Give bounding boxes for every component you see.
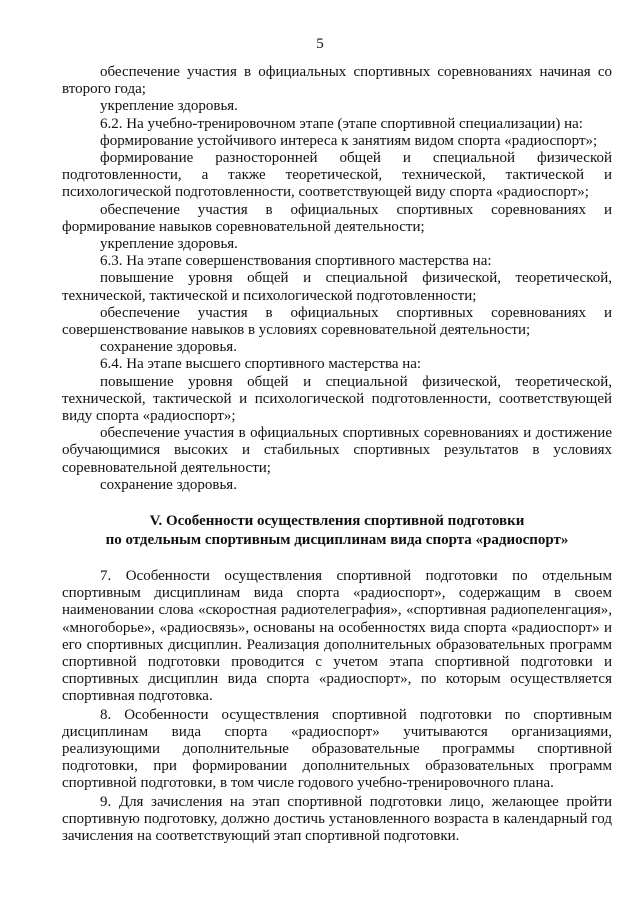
paragraph: формирование разносторонней общей и специальной физической подготовленности, а также теоретической, технической, тактической и психологической подготовленности, соответствующей виду спорта «радиоспорт»; bbox=[62, 150, 612, 201]
paragraph: формирование устойчивого интереса к занятиям видом спорта «радиоспорт»; bbox=[100, 132, 598, 149]
section-v-body bbox=[62, 568, 612, 845]
section-goals-body bbox=[62, 64, 612, 494]
paragraph: укрепление здоровья. bbox=[100, 236, 238, 253]
paragraph: 6.2. На учебно-тренировочном этапе (этапе спортивной специализации) на: bbox=[100, 115, 583, 132]
section-heading-line-1: V. Особенности осуществления спортивной подготовки bbox=[149, 513, 525, 529]
section-heading bbox=[62, 512, 612, 550]
section-heading-line-2: по отдельным спортивным дисциплинам вида спорта «радиоспорт» bbox=[105, 532, 569, 548]
paragraph: 6.4. На этапе высшего спортивного мастерства на: bbox=[100, 356, 422, 373]
paragraph: 8. Особенности осуществления спортивной подготовки по спортивным дисциплинам вида спорта «радиоспорт» учитываются организациями, реализующими дополнительные образовательные программы спортивной подготовки, при формировании дополнительных образовательных программ спортивной подготовки, в том числе годового учебно-тренировочного плана. bbox=[62, 706, 612, 792]
paragraph: повышение уровня общей и специальной физической, теоретической, технической, тактической и психологической подготовленности; bbox=[62, 270, 612, 304]
paragraph: 7. Особенности осуществления спортивной подготовки по отдельным спортивным дисциплинам вида спорта «радиоспорт», содержащим в своем наименовании слова «скоростная радиотелеграфия», «спортивная радиопеленгация», «многоборье», «радиосвязь», основаны на особенностях вида спорта «радиоспорт» и его спортивных дисциплин. Реализация дополнительных образовательных программ спортивной подготовки проводится с учетом этапа спортивной подготовки и спортивных дисциплин вида спорта «радиоспорт», по которым осуществляется спортивная подготовка. bbox=[62, 568, 612, 705]
paragraph: сохранение здоровья. bbox=[100, 339, 237, 356]
paragraph: 9. Для зачисления на этап спортивной подготовки лицо, желающее пройти спортивную подготовку, должно достичь установленного возраста в календарный год зачисления на соответствующий этап спортивной подготовки. bbox=[62, 793, 612, 845]
paragraph: укрепление здоровья. bbox=[100, 98, 238, 115]
paragraph: обеспечение участия в официальных спортивных соревнованиях и достижение обучающимися высоких и стабильных спортивных результатов в условиях соревновательной деятельности; bbox=[62, 425, 612, 476]
paragraph: обеспечение участия в официальных спортивных соревнованиях и совершенствование навыков в условиях соревновательной деятельности; bbox=[62, 304, 612, 339]
page-number: 5 bbox=[316, 36, 324, 52]
paragraph: обеспечение участия в официальных спортивных соревнованиях и формирование навыков соревновательной деятельности; bbox=[62, 201, 612, 235]
paragraph: повышение уровня общей и специальной физической, теоретической, технической, тактической и психологической подготовленности, соответствующей виду спорта «радиоспорт»; bbox=[62, 373, 612, 425]
paragraph: 6.3. На этапе совершенствования спортивного мастерства на: bbox=[100, 253, 492, 270]
paragraph: сохранение здоровья. bbox=[100, 476, 237, 493]
paragraph: обеспечение участия в официальных спортивных соревнованиях начиная со второго года; bbox=[62, 64, 612, 98]
